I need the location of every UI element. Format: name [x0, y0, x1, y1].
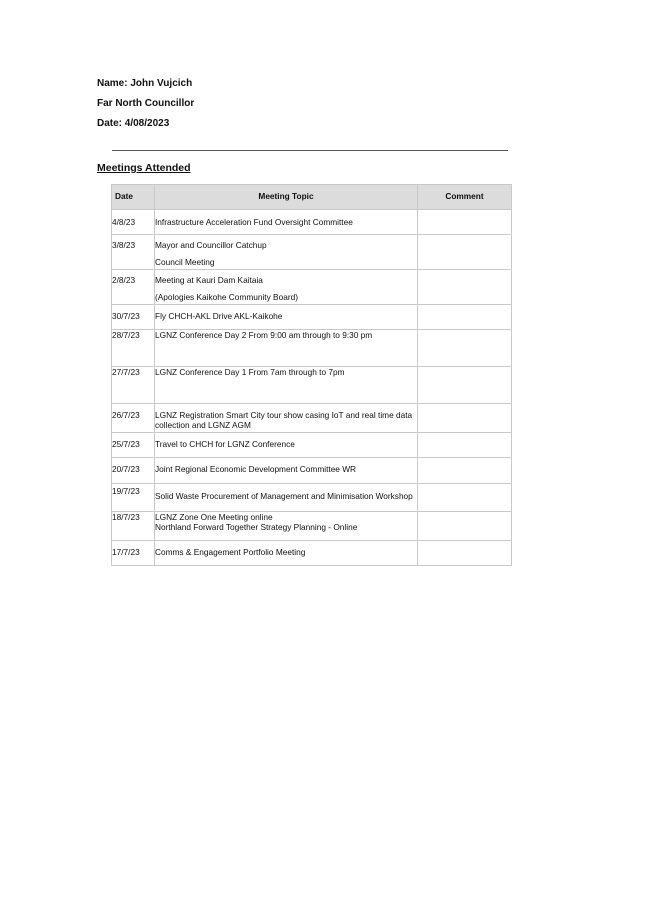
topic-text: LGNZ Conference Day 1 From 7am through to 7pm [155, 367, 345, 377]
table-row [112, 330, 512, 367]
date-cell [112, 367, 155, 404]
topic-text: Comms & Engagement Portfolio Meeting [155, 547, 306, 557]
comment-cell [418, 458, 512, 484]
section-title-meetings-attended: Meetings Attended [97, 162, 191, 174]
table-row [112, 404, 512, 433]
topic-text: Northland Forward Together Strategy Planning - Online [155, 521, 358, 532]
topic-cell [155, 541, 418, 566]
topic-text: Solid Waste Procurement of Management and Minimisation Workshop [155, 491, 413, 501]
topic-text: Meeting at Kauri Dam Kaitaia [155, 275, 263, 285]
date-cell [112, 404, 155, 433]
comment-cell [418, 330, 512, 367]
horizontal-divider [112, 150, 508, 151]
comment-cell [418, 484, 512, 512]
topic-cell [155, 270, 418, 305]
topic-cell [155, 458, 418, 484]
date-text: 3/8/23 [112, 240, 136, 250]
date-text: 27/7/23 [112, 367, 140, 377]
meetings-table-body [112, 210, 512, 566]
date-cell [112, 330, 155, 367]
topic-text: Fly CHCH-AKL Drive AKL-Kaikohe [155, 311, 283, 321]
comment-cell [418, 210, 512, 235]
topic-cell [155, 433, 418, 458]
topic-text: Joint Regional Economic Development Committee WR [155, 464, 357, 474]
date-text: 20/7/23 [112, 464, 140, 474]
comment-cell [418, 270, 512, 305]
topic-text: Travel to CHCH for LGNZ Conference [155, 439, 295, 449]
table-row [112, 512, 512, 541]
topic-text: LGNZ Conference Day 2 From 9:00 am through to 9:30 pm [155, 330, 373, 340]
header-row [112, 185, 512, 210]
report-date: Date: 4/08/2023 [97, 118, 170, 129]
table-row [112, 433, 512, 458]
councillor-name: Name: John Vujcich [97, 78, 193, 89]
topic-text: LGNZ Zone One Meeting online [155, 512, 273, 522]
topic-text: Council Meeting [155, 256, 215, 267]
column-header-topic: Meeting Topic [155, 185, 418, 210]
date-text: 2/8/23 [112, 275, 136, 285]
date-cell [112, 210, 155, 235]
table-row [112, 210, 512, 235]
date-cell [112, 458, 155, 484]
meetings-table-header [112, 185, 512, 210]
comment-cell [418, 404, 512, 433]
comment-cell [418, 541, 512, 566]
date-text: 30/7/23 [112, 311, 140, 321]
topic-cell [155, 330, 418, 367]
comment-cell [418, 367, 512, 404]
date-text: 25/7/23 [112, 439, 140, 449]
table-row [112, 235, 512, 270]
topic-cell [155, 210, 418, 235]
date-cell [112, 541, 155, 566]
topic-cell [155, 404, 418, 433]
date-cell [112, 270, 155, 305]
date-cell [112, 512, 155, 541]
comment-cell [418, 512, 512, 541]
column-header-date: Date [112, 185, 155, 210]
date-cell [112, 484, 155, 512]
date-text: 18/7/23 [112, 512, 140, 522]
comment-cell [418, 305, 512, 330]
topic-text: Infrastructure Acceleration Fund Oversight Committee [155, 217, 353, 227]
table-row [112, 367, 512, 404]
column-header-comment: Comment [418, 185, 512, 210]
topic-cell [155, 484, 418, 512]
date-text: 4/8/23 [112, 217, 136, 227]
topic-cell [155, 512, 418, 541]
table-row [112, 305, 512, 330]
comment-cell [418, 235, 512, 270]
table-row [112, 270, 512, 305]
topic-cell [155, 305, 418, 330]
date-text: 17/7/23 [112, 547, 140, 557]
date-cell [112, 235, 155, 270]
table-row [112, 458, 512, 484]
topic-text: (Apologies Kaikohe Community Board) [155, 291, 298, 302]
date-cell [112, 305, 155, 330]
topic-text: LGNZ Registration Smart City tour show casing IoT and real time data collection and LGNZ AGM [155, 410, 413, 430]
table-row [112, 541, 512, 566]
date-text: 28/7/23 [112, 330, 140, 340]
date-cell [112, 433, 155, 458]
table-row [112, 484, 512, 512]
topic-cell [155, 235, 418, 270]
topic-cell [155, 367, 418, 404]
date-text: 19/7/23 [112, 486, 140, 496]
date-text: 26/7/23 [112, 410, 140, 420]
councillor-role: Far North Councillor [97, 98, 195, 109]
comment-cell [418, 433, 512, 458]
meetings-table [111, 184, 512, 566]
topic-text: Mayor and Councillor Catchup [155, 240, 267, 250]
